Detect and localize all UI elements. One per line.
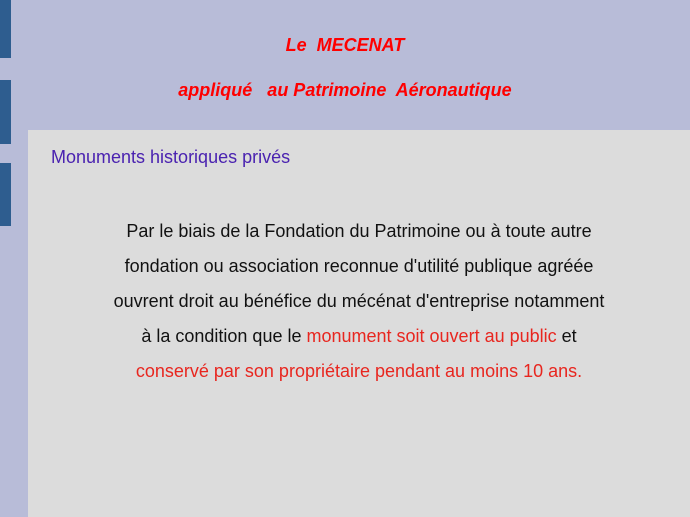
side-accent-bar (0, 163, 11, 226)
slide-subtitle-title: appliqué au Patrimoine Aéronautique (178, 80, 512, 100)
highlighted-text: monument soit ouvert au public (306, 326, 557, 346)
body-text-segment: à la condition que le (141, 326, 307, 346)
body-line: ouvrent droit au bénéfice du mécénat d'entreprise notamment (113, 291, 605, 311)
slide-title: Le MECENAT (285, 35, 405, 55)
body-line: fondation ou association reconnue d'utilité publique agréée (124, 256, 594, 276)
highlighted-line: conservé par son propriétaire pendant au moins 10 ans. (135, 361, 583, 381)
body-paragraph (28, 214, 690, 389)
body-line (28, 319, 690, 354)
body-text-segment: et (556, 326, 577, 346)
section-heading: Monuments historiques privés (51, 147, 291, 167)
body-line: Par le biais de la Fondation du Patrimoine ou à toute autre (126, 221, 592, 241)
content-panel (28, 130, 690, 517)
